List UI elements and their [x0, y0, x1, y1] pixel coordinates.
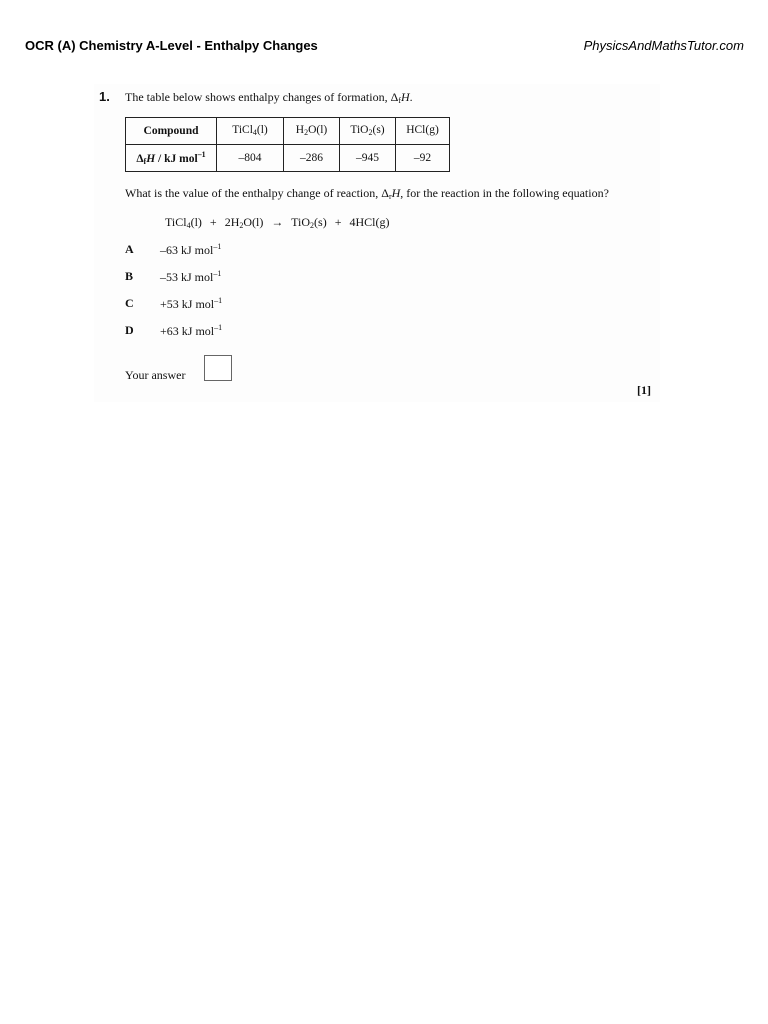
intro-end: .: [409, 90, 413, 104]
question-number: 1.: [99, 89, 110, 104]
marks-label: [1]: [637, 383, 651, 397]
document-title: OCR (A) Chemistry A-Level - Enthalpy Changes: [25, 38, 318, 53]
option-value: –63 kJ mol$^{-1}$: [160, 242, 222, 257]
table-row-label: $\Delta_fH$ / kJ mol$^{-1}$: [126, 145, 217, 172]
option-letter: D: [125, 323, 134, 337]
enthalpy-table: [125, 117, 450, 172]
table-cell-value: –92: [396, 145, 450, 172]
option-value: +53 kJ mol$^{-1}$: [160, 296, 223, 311]
option-letter: B: [125, 269, 134, 283]
table-cell-value: –945: [340, 145, 396, 172]
intro-subscript: f: [398, 96, 401, 105]
table-cell-compound: TiO$_2$(s): [340, 118, 396, 145]
option-value: +63 kJ mol$^{-1}$: [160, 323, 223, 338]
table-row: [126, 118, 450, 145]
table-header-compound: Compound: [126, 118, 217, 145]
table-row: [126, 145, 450, 172]
option-value: –53 kJ mol$^{-1}$: [160, 269, 222, 284]
question-prompt: What is the value of the enthalpy change of reaction, $\Delta_rH$, for the reaction in the following equation?: [125, 186, 609, 201]
table-cell-compound: $H_2O(l)$: [284, 118, 340, 145]
option-letter: C: [125, 296, 134, 310]
table-cell-value: –804: [217, 145, 284, 172]
option-letter: A: [125, 242, 134, 256]
reaction-equation: TiCl$_4$(l) + $2H_2O(l) \to TiO_2(s) + 4HCl(g)$: [165, 215, 390, 230]
site-name: PhysicsAndMathsTutor.com: [583, 38, 744, 53]
table-cell-value: –286: [284, 145, 340, 172]
intro-variable: H: [400, 90, 410, 104]
answer-label: Your answer: [125, 368, 186, 382]
intro-text: The table below shows enthalpy changes of formation, Δ: [125, 90, 399, 104]
question-intro: [125, 90, 413, 105]
table-cell-compound: TiCl$_4$(l): [217, 118, 284, 145]
answer-input-box[interactable]: [204, 355, 232, 381]
table-cell-compound: HCl(g): [396, 118, 450, 145]
